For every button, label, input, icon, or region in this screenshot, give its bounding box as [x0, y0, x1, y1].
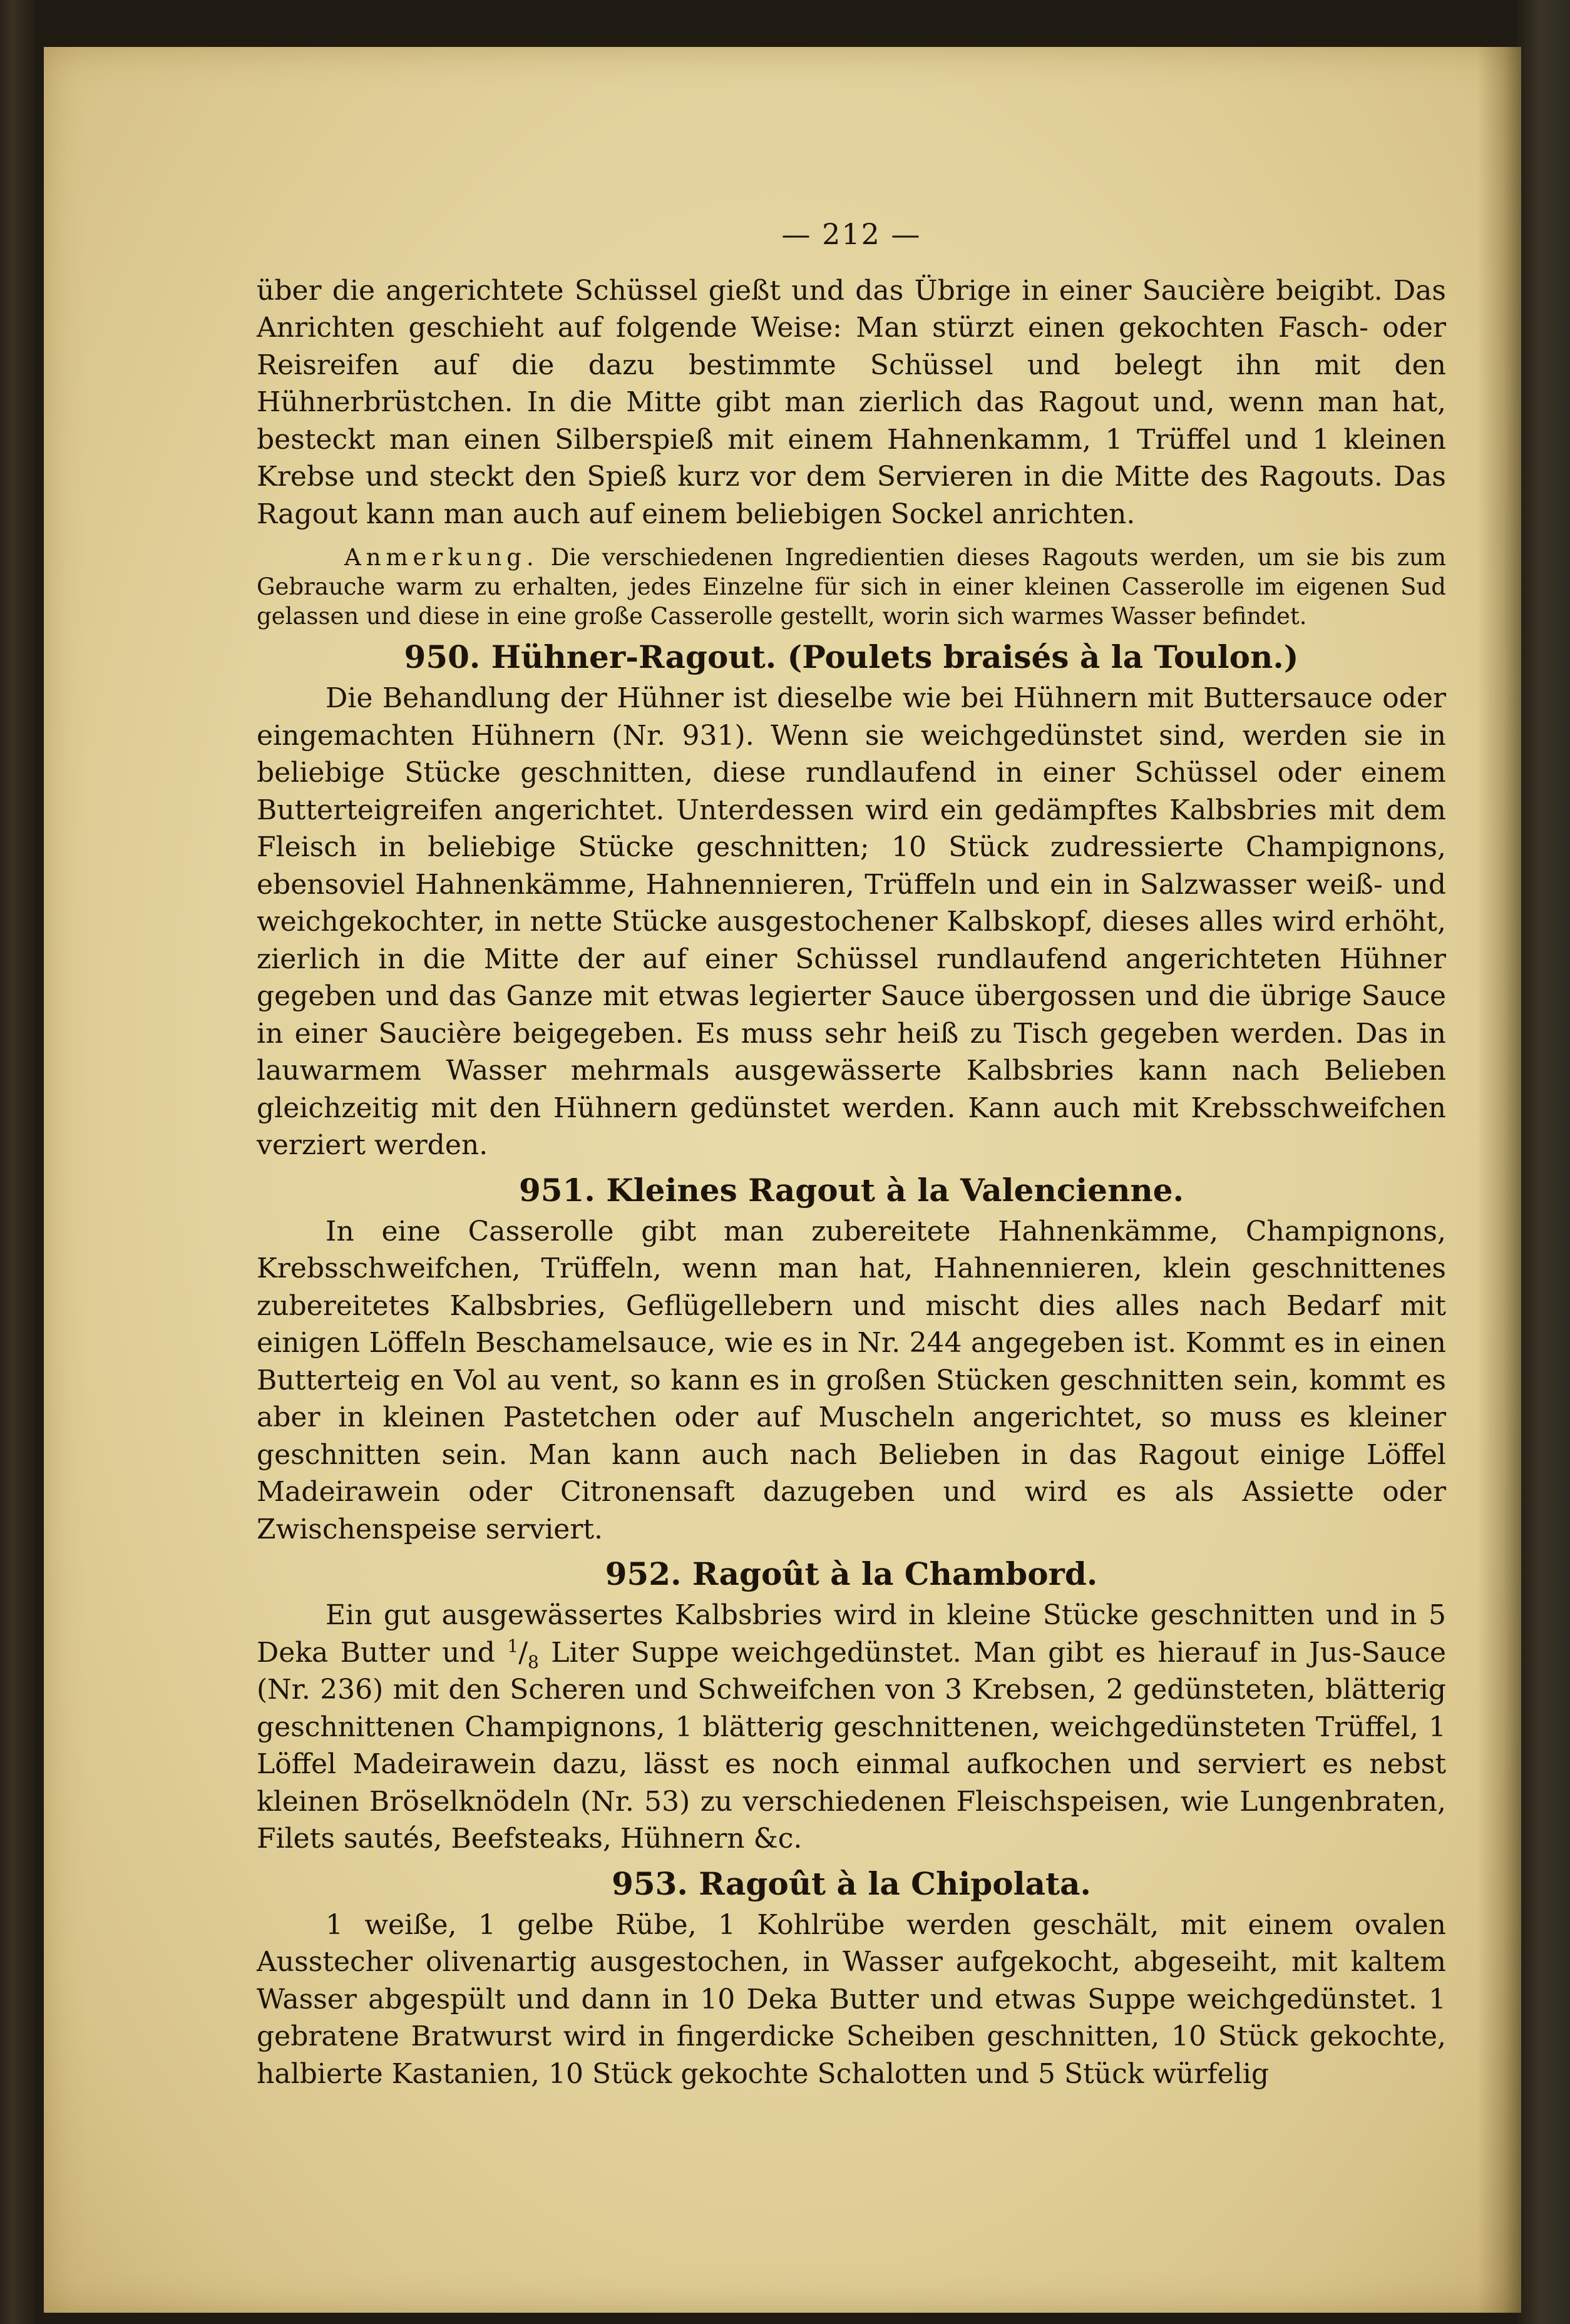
recipe-text-part: Liter Suppe weichgedünstet. Man gibt es hierauf in Jus-Sauce (Nr. 236) mit den Scheren und Schweifchen von 3 Krebsen, 2 gedünsteten, blätterig geschnittenen Champignons, 1 blätterig geschnittenen, weichgedünsteten Trüffel, 1 Löffel Madeirawein dazu, lässt es noch einmal aufkochen und serviert es nebst kleinen Bröselknödeln (Nr. 53) zu verschiedenen Fleischspeisen, wie Lungenbraten, Filets sautés, Beefsteaks, Hühnern &c. — [257, 1636, 1446, 1855]
recipe-title-german: Hühner-Ragout. — [491, 638, 777, 675]
page-text-block — [257, 216, 1446, 2092]
recipe-heading-950 — [257, 637, 1446, 677]
footnote-remark — [257, 543, 1446, 631]
recipe-title-german: Kleines Ragout — [606, 1171, 876, 1209]
recipe-text-951: In eine Casserolle gibt man zubereitete Hahnenkämme, Champignons, Krebsschweifchen, Trüffeln, wenn man hat, Hahnennieren, klein geschnittenes zubereitetes Kalbsbries, Geflügellebern und mischt dies alles nach Bedarf mit einigen Löffeln Beschamelsauce, wie es in Nr. 244 angegeben ist. Kommt es in einen Butterteig en Vol au vent, so kann es in großen Stücken geschnitten sein, kommt es aber in kleinen Pastetchen oder auf Muscheln angerichtet, so muss es kleiner geschnitten sein. Man kann auch nach Belieben in das Ragout einige Löffel Madeirawein oder Citronensaft dazugeben und wird es als Assiette oder Zwischenspeise serviert. — [257, 1215, 1446, 1545]
recipe-text-952: Ein gut ausgewässertes Kalbsbries wird in kleine Stücke geschnitten und in 5 Deka Butter und $^1/_8$ Liter Suppe weichgedünstet. Man gibt es hierauf in Jus-Sauce (Nr. 236) mit den Scheren und Schweifchen von 3 Krebsen, 2 gedünsteten, blätterig geschnittenen Champignons, 1 blätterig geschnittenen, weichgedünsteten Trüffel, 1 Löffel Madeirawein dazu, lässt es noch einmal aufkochen und serviert es nebst kleinen Bröselknödeln (Nr. 53) zu verschiedenen Fleischspeisen, wie Lungenbraten, Filets sautés, Beefsteaks, Hühnern &c. — [257, 1599, 1446, 1855]
book-page — [44, 47, 1521, 2313]
page-gutter-shadow — [1477, 47, 1521, 2313]
recipe-text-953: 1 weiße, 1 gelbe Rübe, 1 Kohlrübe werden geschält, mit einem ovalen Ausstecher olivenartig ausgestochen, in Wasser aufgekocht, abgeseiht, mit kaltem Wasser abgespült und dann in 10 Deka Butter und etwas Suppe weichgedünstet. 1 gebratene Bratwurst wird in fingerdicke Scheiben geschnitten, 10 Stück gekochte, halbierte Kastanien, 10 Stück gekochte Schalotten und 5 Stück würfelig — [257, 1908, 1446, 2090]
recipe-heading-951 — [257, 1170, 1446, 1211]
recipe-number: 950. — [404, 638, 481, 675]
intro-paragraph: über die angerichtete Schüssel gießt und das Übrige in einer Saucière beigibt. Das Anrichten geschieht auf folgende Weise: Man stürzt einen gekochten Fasch- oder Reisreifen auf die dazu bestimmte Schüssel und belegt ihn mit den Hühnerbrüstchen. In die Mitte gibt man zierlich das Ragout und, wenn man hat, besteckt man einen Silberspieß mit einem Hahnenkamm, 1 Trüffel und 1 kleinen Krebse und steckt den Spieß kurz vor dem Servieren in die Mitte des Ragouts. Das Ragout kann man auch auf einem beliebigen Sockel anrichten. — [257, 274, 1446, 530]
recipe-title-french: Ragoût à la Chambord. — [692, 1555, 1098, 1592]
recipe-title-french: à la Valencienne. — [886, 1171, 1184, 1209]
recipe-heading-953 — [257, 1864, 1446, 1904]
recipe-title-french: (Poulets braisés à la Toulon.) — [787, 638, 1299, 675]
recipe-heading-952 — [257, 1554, 1446, 1594]
fraction-numerator: 1 — [507, 1635, 519, 1656]
recipe-title-french: Ragoût à la Chipolata. — [699, 1865, 1091, 1902]
recipe-number: 952. — [605, 1555, 682, 1592]
recipe-number: 953. — [612, 1865, 688, 1902]
note-text: Die verschiedenen Ingredientien dieses Ragouts werden, um sie bis zum Gebrauche warm zu erhalten, jedes Einzelne für sich in einer kleinen Casserolle im eigenen Sud gelassen und diese in eine große Casserolle gestellt, worin sich warmes Wasser befindet. — [257, 544, 1446, 630]
recipe-number: 951. — [518, 1171, 595, 1209]
page-number: — 212 — — [781, 217, 921, 251]
fraction-denominator: 8 — [528, 1651, 539, 1672]
recipe-text-part: Ein gut ausgewässertes Kalbsbries wird in kleine Stücke geschnitten und in 5 Deka Butter und — [257, 1599, 1446, 1669]
note-label: Anmerkung. — [344, 544, 539, 571]
recipe-text-950: Die Behandlung der Hühner ist dieselbe wie bei Hühnern mit Buttersauce oder eingemachten Hühnern (Nr. 931). Wenn sie weichgedünstet sind, werden sie in beliebige Stücke geschnitten, diese rundlaufend in einer Schüssel oder einem Butterteigreifen angerichtet. Unterdessen wird ein gedämpftes Kalbsbries mit dem Fleisch in beliebige Stücke geschnitten; 10 Stück zudressierte Champignons, ebensoviel Hahnenkämme, Hahnennieren, Trüffeln und ein in Salzwasser weiß- und weichgekochter, in nette Stücke ausgestochener Kalbskopf, dieses alles wird erhöht, zierlich in die Mitte der auf einer Schüssel rundlaufend angerichteten Hühner gegeben und das Ganze mit etwas legierter Sauce übergossen und die übrige Sauce in einer Saucière beigegeben. Es muss sehr heiß zu Tisch gegeben werden. Das in lauwarmem Wasser mehrmals ausgewässerte Kalbsbries kann nach Belieben gleichzeitig mit den Hühnern gedünstet werden. Kann auch mit Krebsschweifchen verziert werden. — [257, 682, 1446, 1161]
